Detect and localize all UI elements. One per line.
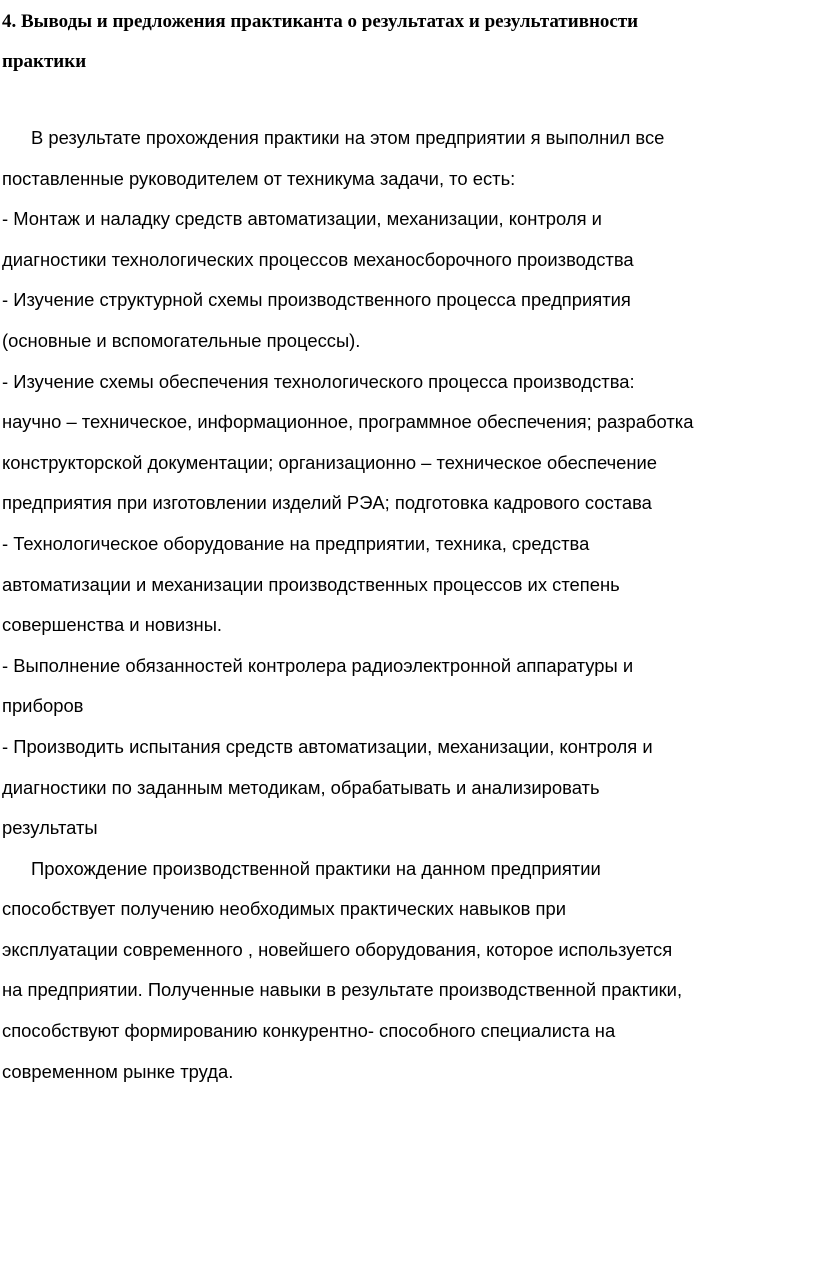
task-item-structure-study xyxy=(2,280,816,361)
text-line: совершенства и новизны. xyxy=(2,614,223,636)
text-line: (основные и вспомогательные процессы). xyxy=(2,329,361,351)
text-line: способствуют формированию конкурентно- способного специалиста на xyxy=(2,1020,616,1042)
text-line: современном рынке труда. xyxy=(2,1060,234,1082)
text-line: - Выполнение обязанностей контролера радиоэлектронной аппаратуры и xyxy=(2,654,634,676)
text-line: приборов xyxy=(2,695,84,717)
text-line: - Технологическое оборудование на предприятии, техника, средства xyxy=(2,532,590,554)
text-line: эксплуатации современного , новейшего оборудования, которое используется xyxy=(2,938,673,960)
text-line: диагностики технологических процессов механосборочного производства xyxy=(2,248,634,270)
heading-line-2: практики xyxy=(2,51,87,72)
text-line: Прохождение производственной практики на данном предприятии xyxy=(31,857,601,879)
text-line: - Монтаж и наладку средств автоматизации, механизации, контроля и xyxy=(2,208,602,230)
text-line: - Изучение схемы обеспечения технологического процесса производства: xyxy=(2,370,635,392)
heading-line-1: 4. Выводы и предложения практиканта о результатах и результативности xyxy=(2,11,639,32)
task-item-mounting xyxy=(2,199,816,280)
document-body xyxy=(2,118,816,1092)
text-line: на предприятии. Полученные навыки в результате производственной практики, xyxy=(2,979,683,1001)
text-line: конструкторской документации; организационно – техническое обеспечение xyxy=(2,451,658,473)
text-line: поставленные руководителем от техникума задачи, то есть: xyxy=(2,167,516,189)
conclusion-paragraph xyxy=(2,849,816,1093)
text-line: автоматизации и механизации производственных процессов их степень xyxy=(2,573,620,595)
text-line: В результате прохождения практики на этом предприятии я выполнил все xyxy=(31,127,665,148)
text-line: способствует получению необходимых практических навыков при xyxy=(2,898,567,920)
text-line: научно – техническое, информационное, программное обеспечения; разработка xyxy=(2,411,694,433)
text-line: предприятия при изготовлении изделий РЭА; подготовка кадрового состава xyxy=(2,492,652,514)
intro-paragraph xyxy=(2,118,816,199)
task-item-testing xyxy=(2,727,816,849)
task-item-inspector-duties xyxy=(2,646,816,727)
text-line: - Изучение структурной схемы производственного процесса предприятия xyxy=(2,289,631,311)
task-item-equipment xyxy=(2,524,816,646)
text-line: результаты xyxy=(2,817,98,839)
text-line: диагностики по заданным методикам, обрабатывать и анализировать xyxy=(2,776,600,798)
text-line: - Производить испытания средств автоматизации, механизации, контроля и xyxy=(2,735,653,757)
section-heading xyxy=(2,2,816,82)
task-item-process-support xyxy=(2,362,816,524)
